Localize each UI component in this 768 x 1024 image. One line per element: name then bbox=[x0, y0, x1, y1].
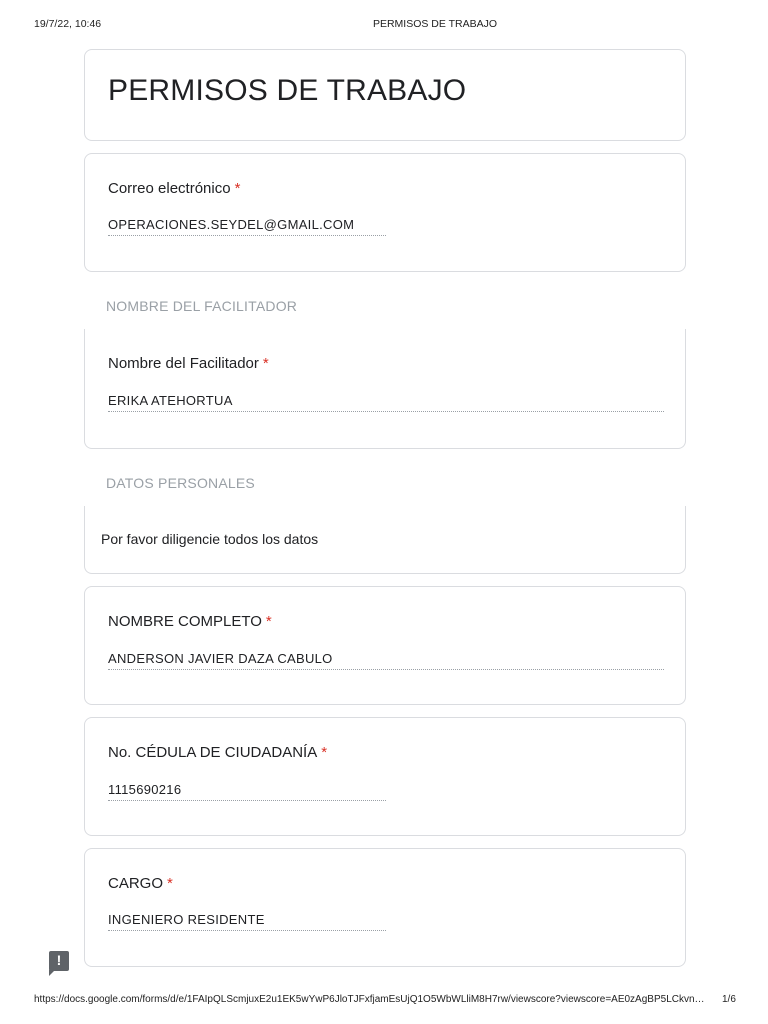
position-answer-field[interactable]: INGENIERO RESIDENTE bbox=[108, 912, 386, 931]
required-asterisk: * bbox=[265, 613, 272, 630]
report-problem-icon[interactable]: ! bbox=[49, 951, 69, 971]
required-asterisk: * bbox=[234, 180, 241, 197]
question-text: Nombre del Facilitador bbox=[108, 355, 259, 372]
print-page-title: PERMISOS DE TRABAJO bbox=[372, 18, 498, 30]
question-card-email bbox=[84, 153, 686, 272]
email-answer-field[interactable]: OPERACIONES.SEYDEL@GMAIL.COM bbox=[108, 217, 386, 236]
question-label-facilitator bbox=[108, 355, 269, 372]
section-title-personal: DATOS PERSONALES bbox=[106, 475, 255, 491]
print-datetime: 19/7/22, 10:46 bbox=[34, 18, 102, 30]
question-card-facilitator bbox=[84, 329, 686, 449]
question-text: Correo electrónico bbox=[108, 180, 231, 197]
question-text: NOMBRE COMPLETO bbox=[108, 613, 262, 630]
required-asterisk: * bbox=[167, 875, 173, 892]
form-title: PERMISOS DE TRABAJO bbox=[108, 74, 467, 107]
question-card-position bbox=[84, 848, 686, 967]
section-description-card bbox=[84, 506, 686, 574]
question-text: No. CÉDULA DE CIUDADANÍA bbox=[108, 744, 318, 761]
section-description: Por favor diligencie todos los datos bbox=[101, 531, 319, 547]
question-card-id-number bbox=[84, 717, 686, 836]
question-label-position bbox=[108, 875, 173, 892]
print-page-number: 1/6 bbox=[722, 994, 736, 1005]
question-card-full-name bbox=[84, 586, 686, 705]
form-title-card bbox=[84, 49, 686, 141]
facilitator-answer-field[interactable]: ERIKA ATEHORTUA bbox=[108, 393, 664, 412]
full-name-answer-field[interactable]: ANDERSON JAVIER DAZA CABULO bbox=[108, 651, 664, 670]
id-number-answer-field[interactable]: 1115690216 bbox=[108, 782, 386, 801]
question-label-full-name bbox=[108, 613, 272, 630]
required-asterisk: * bbox=[321, 744, 328, 761]
section-title-facilitator: NOMBRE DEL FACILITADOR bbox=[106, 298, 298, 314]
question-text: CARGO bbox=[108, 875, 164, 892]
question-label-id-number bbox=[108, 744, 327, 761]
question-label-email bbox=[108, 180, 240, 197]
required-asterisk: * bbox=[262, 355, 269, 372]
print-footer-url: https://docs.google.com/forms/d/e/1FAIpQLScmjuxE2u1EK5wYwP6JloTJFxfjamEsUjQ1O5WbWLliM8H7rw/viewscore?viewscore=AE0zAgBP5LCkvn… bbox=[34, 994, 705, 1005]
